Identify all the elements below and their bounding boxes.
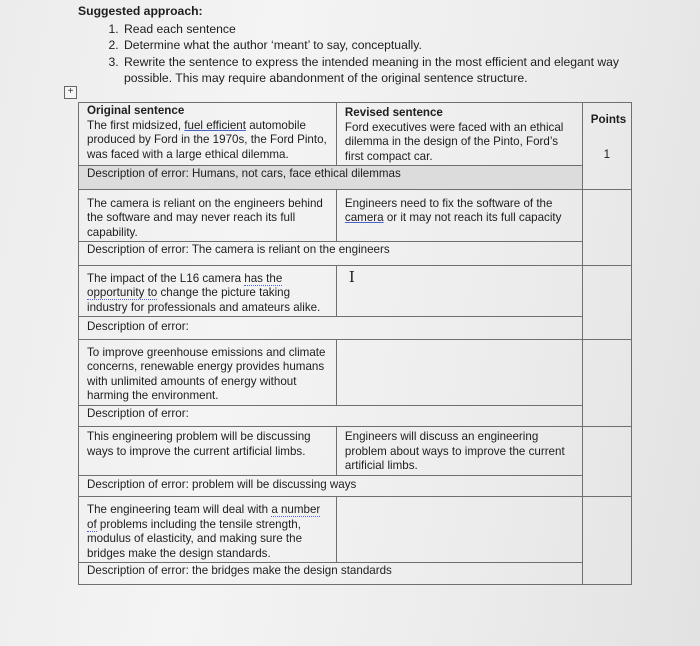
points-header: Points [590,113,627,126]
revised-cell[interactable]: Engineers will discuss an engineering problem about ways to improve the current artificial limbs. [336,427,582,476]
description-cell[interactable]: Description of error: the bridges make the design standards [79,563,583,585]
text-cursor-icon: I [348,267,355,286]
table-row [79,427,632,476]
revised-cell[interactable] [336,265,582,317]
original-header: Original sentence [87,104,185,117]
points-cell[interactable] [582,265,631,339]
original-cell[interactable]: To improve greenhouse emissions and climate concerns, renewable energy provides humans with unlimited amounts of energy without harming the environment. [79,339,337,405]
revised-cell[interactable] [336,339,582,405]
original-cell[interactable]: Original sentence The first midsized, fuel efficient automobile produced by Ford in the 1970s, the Ford Pinto, was faced with a large ethical dilemma. [79,103,337,166]
spelling-underline: camera [344,211,384,224]
points-cell[interactable] [582,339,631,427]
table-row [79,405,632,427]
grammar-underline: has the opportunity to [87,271,283,299]
table-row [79,242,632,266]
description-cell[interactable]: Description of error: Humans, not cars, face ethical dilemmas [79,166,583,190]
description-cell[interactable]: Description of error: The camera is reliant on the engineers [79,242,583,266]
table-row [79,563,632,585]
instructions-heading: Suggested approach: [78,4,203,18]
instructions [78,3,624,87]
step-item: 3. Rewrite the sentence to express the intended meaning in the most efficient and elegant way possible. This may require abandonment of the original sentence structure. [122,54,624,87]
revised-cell[interactable] [336,497,582,563]
steps-list [78,21,624,87]
original-cell[interactable]: The camera is reliant on the engineers behind the software and may never reach its full capability. [79,189,337,242]
table-row [79,189,632,242]
points-cell[interactable] [582,497,631,585]
revised-cell[interactable]: Revised sentence Ford executives were faced with an ethical dilemma in the design of the Pinto, Ford’s first compact car. [336,103,582,166]
points-cell[interactable] [582,427,631,497]
table-move-handle-icon[interactable]: + [64,86,77,99]
revised-cell[interactable]: Engineers need to fix the software of the camera or it may not reach its full capacity [336,189,582,242]
points-cell[interactable] [582,103,631,190]
grammar-underline: a number of [87,503,321,531]
spelling-underline: fuel efficient [184,118,246,132]
table-row [79,317,632,340]
table-row [79,497,632,563]
revised-header: Revised sentence [344,106,443,119]
points-value: 1 [603,147,611,161]
sentence-table [78,102,632,585]
description-cell[interactable]: Description of error: problem will be discussing ways [79,475,583,497]
step-item: 2. Determine what the author ‘meant’ to say, conceptually. [122,37,624,54]
original-cell[interactable]: The engineering team will deal with a number of problems including the tensile strength, modulus of elasticity, and making sure the bridges make the design standards. [79,497,337,563]
table-row [79,103,632,166]
description-cell[interactable]: Description of error: [79,317,583,340]
points-cell[interactable] [582,189,631,265]
original-cell[interactable]: The impact of the L16 camera has the opportunity to change the picture taking industry for professionals and amateurs alike. [79,265,337,317]
table-row [79,265,632,317]
original-cell[interactable]: This engineering problem will be discussing ways to improve the current artificial limbs. [79,427,337,476]
step-item: 1. Read each sentence [122,21,624,38]
description-cell[interactable]: Description of error: [79,405,583,427]
table-row [79,475,632,497]
table-row [79,166,632,190]
table-row [79,339,632,405]
